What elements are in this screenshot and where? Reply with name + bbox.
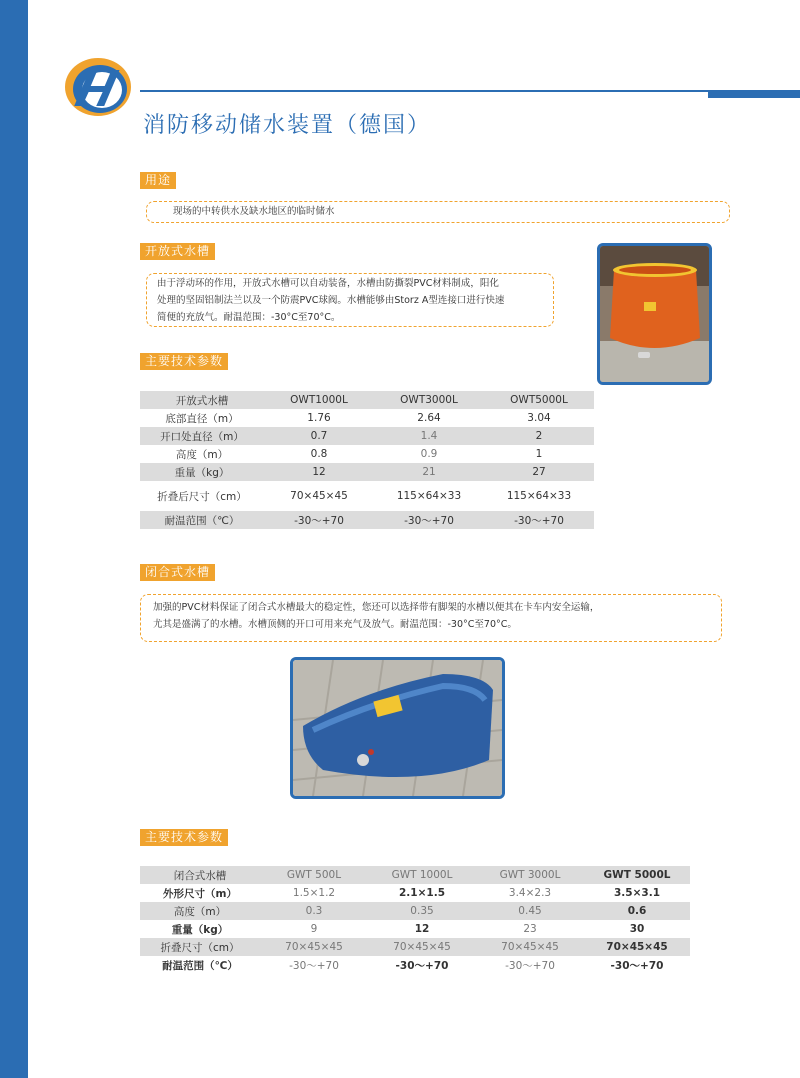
table-row: 高度（m） 0.8 0.9 1 — [175, 448, 543, 461]
open-specs-table — [140, 391, 594, 529]
section-label-open-specs: 主要技术参数 — [140, 353, 228, 370]
table-row: 折叠尺寸（cm） 70×45×45 70×45×45 70×45×45 70×45×45 — [140, 938, 690, 956]
open-tank-description — [146, 273, 554, 327]
table-header-row: 开放式水槽 OWT1000L OWT3000L OWT5000L — [140, 391, 594, 409]
closed-specs-table — [140, 866, 690, 974]
table-row: 高度（m） 0.3 0.35 0.45 0.6 — [140, 902, 690, 920]
open-tank-line-2: 处理的坚固铝制法兰以及一个防震PVC球阀。水槽能够由Storz A型连接口进行快速 — [157, 295, 505, 306]
left-sidebar-band — [0, 0, 28, 1078]
table-header-row: 闭合式水槽 GWT 500L GWT 1000L GWT 3000L GWT 5000L — [140, 866, 690, 884]
section-label-closed-tank: 闭合式水槽 — [140, 564, 215, 581]
closed-tank-description — [140, 594, 722, 642]
table-row: 耐温范围（℃） -30～+70 -30～+70 -30～+70 -30～+70 — [162, 959, 664, 972]
section-label-closed-specs: 主要技术参数 — [140, 829, 228, 846]
header-accent-bar — [708, 92, 800, 98]
closed-tank-photo — [290, 657, 505, 799]
table-row: 底部直径（m） 1.76 2.64 3.04 — [165, 412, 551, 425]
open-tank-photo — [597, 243, 712, 385]
table-row: 重量（kg） 9 12 23 30 — [171, 923, 645, 936]
closed-tank-line-1: 加强的PVC材料保证了闭合式水槽最大的稳定性，您还可以选择带有脚架的水槽以便其在卡车内安全运输， — [153, 602, 600, 613]
usage-box — [146, 201, 730, 223]
table-row: 重量（kg） 12 21 27 — [140, 463, 594, 481]
table-row: 折叠后尺寸（cm） 70×45×45 115×64×33 115×64×33 — [157, 490, 572, 503]
header-rule — [140, 90, 800, 92]
section-label-open-tank: 开放式水槽 — [140, 243, 215, 260]
table-row: 耐温范围（℃） -30～+70 -30～+70 -30～+70 — [140, 511, 594, 529]
page-title: 消防移动储水装置（德国） — [143, 113, 432, 138]
table-row: 开口处直径（m） 0.7 1.4 2 — [140, 427, 594, 445]
open-tank-line-1: 由于浮动环的作用，开放式水槽可以自动装备，水槽由防撕裂PVC材料制成，阳化 — [157, 278, 499, 289]
section-label-usage: 用途 — [140, 172, 176, 189]
table-row: 外形尺寸（m） 1.5×1.2 2.1×1.5 3.4×2.3 3.5×3.1 — [163, 887, 660, 900]
open-tank-line-3: 简便的充放气。耐温范围：-30°C至70°C。 — [157, 312, 341, 323]
usage-text: 现场的中转供水及缺水地区的临时储水 — [173, 206, 335, 217]
company-logo-icon — [62, 56, 134, 118]
closed-tank-line-2: 尤其是盛满了的水槽。水槽顶侧的开口可用来充气及放气。耐温范围：-30°C至70°C。 — [153, 619, 517, 630]
